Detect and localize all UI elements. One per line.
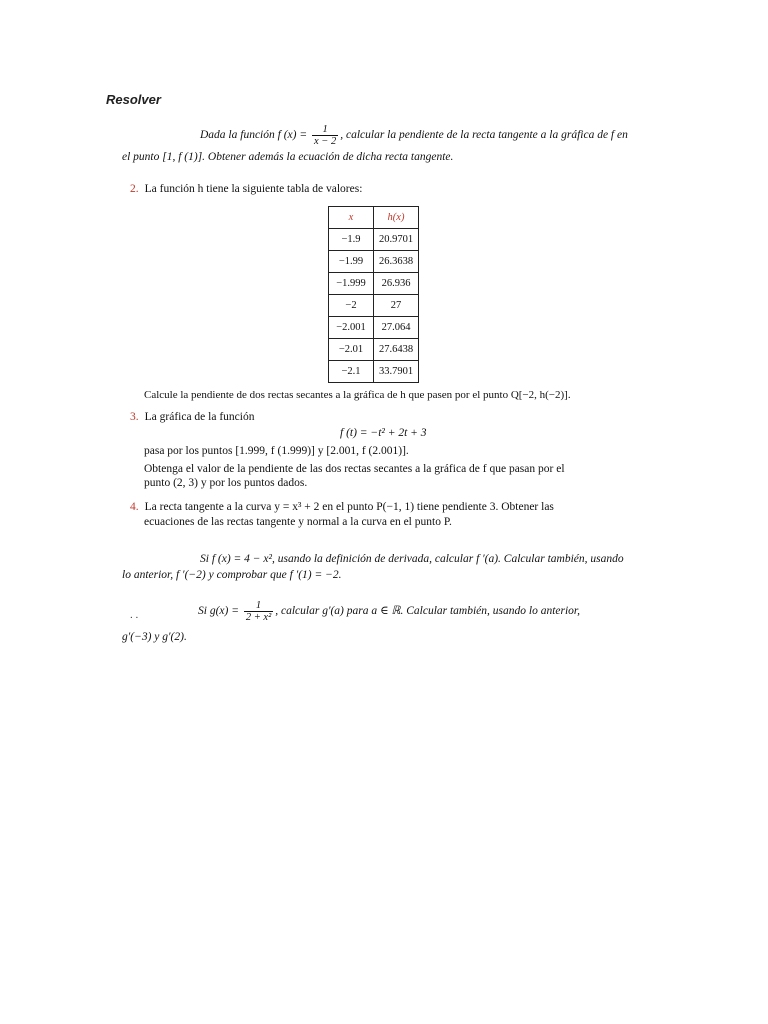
table-row <box>329 339 419 361</box>
table-cell-x: −2.1 <box>329 361 374 383</box>
table-cell-x: −1.99 <box>329 251 374 273</box>
table-header-hx: h(x) <box>374 207 419 229</box>
problem-6-si: Si g(x) = <box>198 605 239 618</box>
problem-3-line-4: punto (2, 3) y por los puntos dados. <box>144 477 308 489</box>
problem-6-line-2: g′(−3) y g′(2). <box>122 631 187 643</box>
problem-2-after: Calcule la pendiente de dos rectas secantes a la gráfica de h que pasen por el punto Q[−2, h(−2)]. <box>144 389 571 401</box>
table-cell-hx: 26.936 <box>374 273 419 295</box>
problem-2-text: La función h tiene la siguiente tabla de valores: <box>144 183 363 195</box>
problem-5-line-1: Si f (x) = 4 − x², usando la definición de derivada, calcular f ′(a). Calcular también, usando <box>200 553 624 565</box>
page-heading: Resolver <box>106 92 161 107</box>
values-table <box>328 206 419 383</box>
fraction-numerator: 1 <box>255 600 262 611</box>
problem-2-line <box>130 182 362 196</box>
problem-6-fraction <box>244 600 273 623</box>
table-cell-x: −2.001 <box>329 317 374 339</box>
table-header-row <box>329 207 419 229</box>
fraction-denominator: x − 2 <box>313 136 337 147</box>
problem-1-line-2: el punto [1, f (1)]. Obtener además la ecuación de dicha recta tangente. <box>122 151 454 163</box>
table-cell-hx: 20.9701 <box>374 229 419 251</box>
problem-3-line <box>130 410 254 424</box>
problem-5-line-2: lo anterior, f ′(−2) y comprobar que f ′(1) = −2. <box>122 569 342 581</box>
problem-3-text: La gráfica de la función <box>144 411 255 423</box>
problem-1-fraction <box>312 124 338 147</box>
problem-3-line-3: Obtenga el valor de la pendiente de las dos rectas secantes a la gráfica de f que pasan por el <box>144 463 565 475</box>
table-header-x: x <box>329 207 374 229</box>
problem-6-line-1 <box>198 600 580 623</box>
problem-4-number: 4. <box>130 501 139 513</box>
fraction-denominator: 2 + x² <box>245 612 272 623</box>
table-cell-x: −2 <box>329 295 374 317</box>
table-cell-x: −1.999 <box>329 273 374 295</box>
fraction-numerator: 1 <box>322 124 328 135</box>
table-row <box>329 295 419 317</box>
problem-4-line-2: ecuaciones de las rectas tangente y normal a la curva en el punto P. <box>144 516 452 528</box>
problem-4-line-1 <box>130 500 554 514</box>
table-cell-hx: 27.6438 <box>374 339 419 361</box>
problem-1-intro: Dada la función <box>200 129 275 142</box>
table-cell-hx: 27 <box>374 295 419 317</box>
problem-6-rest: , calcular g′(a) para a ∈ ℝ. Calcular también, usando lo anterior, <box>275 605 580 618</box>
table-row <box>329 361 419 383</box>
table-cell-x: −1.9 <box>329 229 374 251</box>
problem-1-function: f (x) = <box>277 129 308 142</box>
table-cell-hx: 27.064 <box>374 317 419 339</box>
problem-3-number: 3. <box>130 411 139 423</box>
table-cell-hx: 26.3638 <box>374 251 419 273</box>
table-row <box>329 229 419 251</box>
problem-1-line-1 <box>200 124 628 147</box>
problem-3-line-2: pasa por los puntos [1.999, f (1.999)] y [2.001, f (2.001)]. <box>144 445 409 457</box>
problem-3-formula: f (t) = −t² + 2t + 3 <box>340 427 427 439</box>
table-cell-x: −2.01 <box>329 339 374 361</box>
table-row <box>329 251 419 273</box>
table-row <box>329 317 419 339</box>
problem-1-rest: , calcular la pendiente de la recta tangente a la gráfica de f en <box>340 129 628 142</box>
problem-4-text: La recta tangente a la curva y = x³ + 2 en el punto P(−1, 1) tiene pendiente 3. Obtener las <box>144 501 554 513</box>
problem-6-marks: . . <box>130 609 139 621</box>
table-row <box>329 273 419 295</box>
problem-2-number: 2. <box>130 183 139 195</box>
table-cell-hx: 33.7901 <box>374 361 419 383</box>
